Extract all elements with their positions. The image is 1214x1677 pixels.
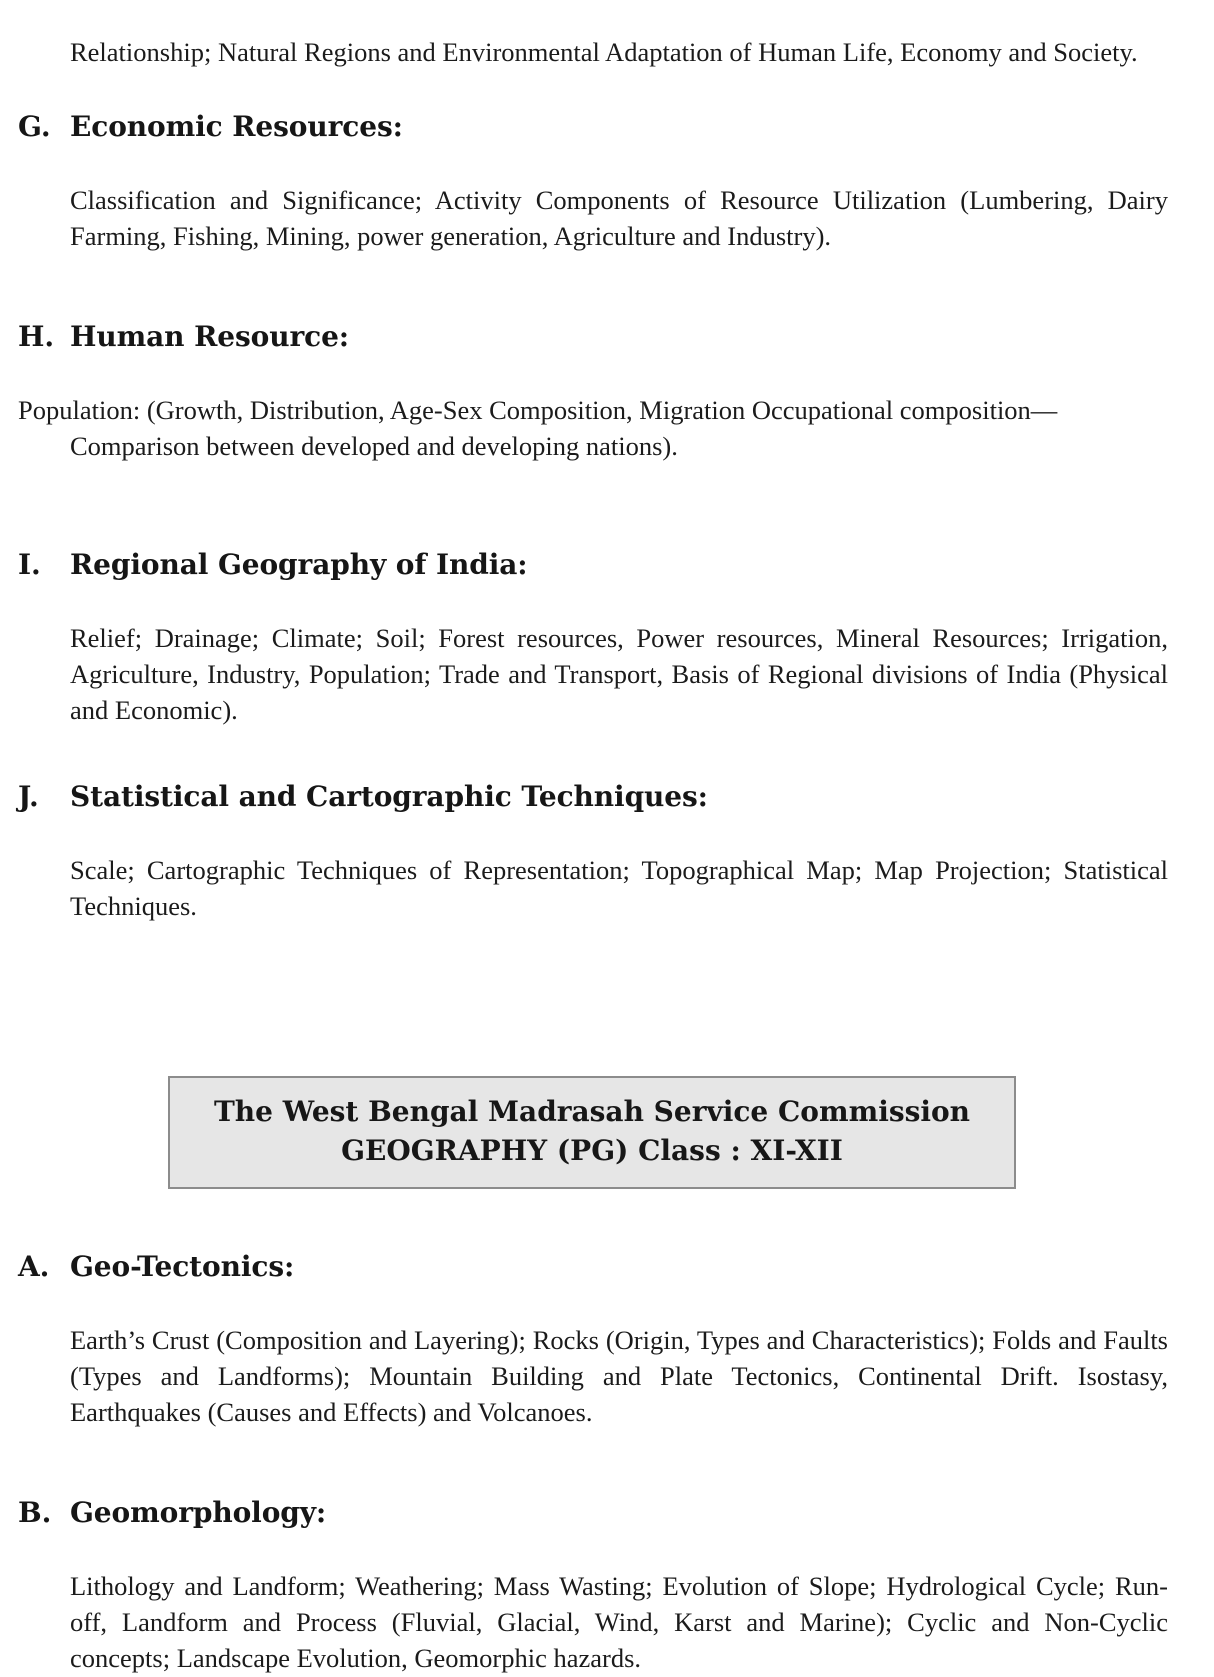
section-letter-g: G. [18, 109, 51, 143]
section-letter-a: A. [18, 1250, 50, 1283]
section-body-g: Classification and Significance; Activity Components of Resource Utilization (Lumbering, Dairy Farming, Fishing, Mining, power generation, Agriculture and Industry). [70, 184, 1168, 251]
exam-title-box-wrapper [0, 1076, 1214, 1190]
section-letter-b: B. [18, 1496, 52, 1530]
section-letter-i: I. [18, 548, 41, 582]
exam-title-box [168, 1076, 1016, 1190]
exam-title-subject: GEOGRAPHY (PG) Class : XI-XII [341, 1134, 843, 1168]
exam-title-commission: The West Bengal Madrasah Service Commission [213, 1094, 971, 1128]
section-body-b: Lithology and Landform; Weathering; Mass Wasting; Evolution of Slope; Hydrological Cycle; Run-off, Landform and Process (Fluvial, Glacial, Wind, Karst and Marine); Cyclic and Non-Cyclic concepts; Landscape Evolution, Geomorphic hazards. [70, 1570, 1168, 1673]
section-heading-j [0, 781, 1214, 812]
section-title-h: Human Resource: [70, 320, 350, 354]
section-title-b: Geomorphology: [70, 1496, 327, 1530]
section-title-j: Statistical and Cartographic Techniques: [70, 780, 708, 814]
continuation-paragraph: Relationship; Natural Regions and Environmental Adaptation of Human Life, Economy and Society. [70, 36, 1138, 67]
section-heading-b [0, 1497, 1214, 1528]
section-body-h: Population: (Growth, Distribution, Age-Sex Composition, Migration Occupational composition—Comparison between developed and developing nations). [18, 394, 1058, 461]
section-title-a: Geo-Tectonics: [70, 1250, 295, 1283]
section-title-i: Regional Geography of India: [70, 548, 528, 582]
section-body-j: Scale; Cartographic Techniques of Representation; Topographical Map; Map Projection; Statistical Techniques. [70, 855, 1168, 922]
section-letter-j: J. [18, 780, 39, 814]
section-body-i: Relief; Drainage; Climate; Soil; Forest resources, Power resources, Mineral Resources; Irrigation, Agriculture, Industry, Population; Trade and Transport, Basis of Regional divisions of India (Physical and Economic). [70, 623, 1168, 725]
section-heading-h [0, 321, 1214, 352]
section-letter-h: H. [18, 320, 55, 354]
section-heading-g [0, 111, 1214, 142]
section-heading-a [0, 1251, 1214, 1282]
section-body-a: Earth’s Crust (Composition and Layering); Rocks (Origin, Types and Characteristics); Folds and Faults (Types and Landforms); Mountain Building and Plate Tectonics, Continental Drift. Isostasy, Earthquakes (Causes and Effects) and Volcanoes. [70, 1324, 1168, 1427]
section-heading-i [0, 549, 1214, 580]
section-title-g: Economic Resources: [70, 109, 403, 143]
